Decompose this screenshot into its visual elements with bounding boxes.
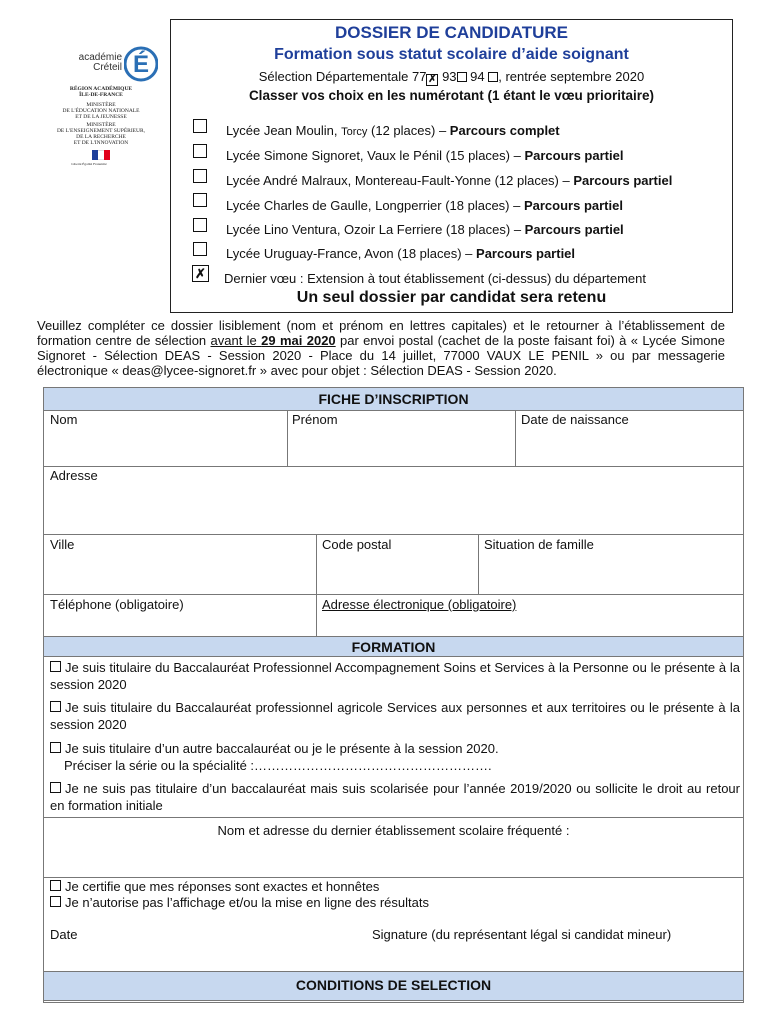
option-3-text: Lycée André Malraux, Montereau-Fault-Yonne (12 places) – (226, 173, 574, 188)
dernier-etablissement-label: Nom et adresse du dernier établissement scolaire fréquenté : (217, 823, 570, 838)
svg-text:É: É (132, 51, 150, 78)
autorise-line (50, 894, 740, 911)
checkbox-option-2[interactable] (193, 144, 207, 158)
logo-ministere-2d: ET DE L'INNOVATION (73, 140, 129, 146)
checkbox-option-3[interactable] (193, 169, 207, 183)
date-label: Date (50, 927, 78, 942)
paragraph-date: 29 mai 2020 (261, 333, 336, 348)
option-7 (224, 271, 646, 286)
academie-e-icon (124, 40, 158, 82)
option-5 (226, 222, 624, 237)
option-6-parcours: Parcours partiel (476, 246, 576, 261)
logo-academie-line1: académie (78, 52, 122, 63)
logo-region-line2: ÎLE-DE-FRANCE (79, 92, 123, 98)
checkbox-option-7-checked[interactable]: ✗ (192, 265, 209, 282)
certifie-text: Je certifie que mes réponses sont exactes et honnêtes (65, 879, 380, 894)
logo-ministere-2c: DE LA RECHERCHE (76, 134, 126, 140)
formation-item-4-text: Je ne suis pas titulaire d’un baccalauréat mais suis scolarisée pour l’année 2019/2020 ou sollicite le droit au retour en formation initiale (50, 781, 740, 813)
option-4-parcours: Parcours partiel (523, 198, 623, 213)
checkbox-77-checked[interactable]: ✗ (428, 74, 437, 85)
ville-label: Ville (50, 537, 75, 552)
formation-item-1-text: Je suis titulaire du Baccalauréat Professionnel Accompagnement Soins et Services à la Personne ou le présente à la session 2020 (50, 660, 740, 692)
logo-region-line1: RÉGION ACADÉMIQUE (69, 86, 133, 92)
signature-label: Signature (du représentant légal si candidat mineur) (372, 927, 672, 942)
checkbox-93[interactable] (457, 72, 467, 82)
option-5-text: Lycée Lino Ventura, Ozoir La Ferriere (18 places) – (226, 222, 525, 237)
logo-ministere-1b: DE L'ÉDUCATION NATIONALE (62, 108, 140, 114)
instruction-paragraph (37, 318, 725, 378)
formation-item-1 (50, 659, 740, 693)
checkbox-option-6[interactable] (193, 242, 207, 256)
selection-93: 93 (442, 69, 457, 84)
checkbox-formation-4[interactable] (50, 782, 61, 793)
option-1-text: Lycée Jean Moulin, (226, 123, 342, 138)
formation-item-3-text: Je suis titulaire d’un autre baccalauréat ou je le présente à la session 2020. (65, 741, 499, 756)
code-postal-label: Code postal (322, 537, 392, 552)
option-3-parcours: Parcours partiel (573, 173, 673, 188)
formation-item-4 (50, 780, 740, 814)
formation-item-2-text: Je suis titulaire du Baccalauréat professionnel agricole Services aux personnes et aux territoires ou le présente à la session 2020 (50, 700, 740, 732)
selection-prefix: Sélection Départementale 77 (258, 69, 427, 84)
paragraph-part1: Veuillez compléter ce dossier lisiblement (nom et prénom en lettres capitales) et le retourner à l’établissement de formation centre de sélection (37, 318, 725, 348)
certifie-line (50, 878, 740, 895)
telephone-label: Téléphone (obligatoire) (50, 597, 184, 612)
academie-logo (40, 28, 162, 178)
page-title: DOSSIER DE CANDIDATURE (335, 23, 568, 42)
checkbox-certifie[interactable] (50, 880, 61, 891)
option-4 (226, 198, 623, 213)
option-6-text: Lycée Uruguay-France, Avon (18 places) – (226, 246, 477, 261)
selection-94: 94 (470, 69, 485, 84)
option-1-rest: (12 places) – (367, 123, 450, 138)
checkbox-option-1[interactable] (193, 119, 207, 133)
date-naissance-label: Date de naissance (521, 412, 629, 427)
marianne-caption: Liberté Égalité Fraternité (71, 162, 107, 166)
option-3 (226, 173, 672, 188)
option-1 (226, 123, 560, 138)
selection-suffix: , rentrée septembre 2020 (498, 69, 645, 84)
marianne-flag-icon (92, 150, 110, 160)
paragraph-part2: par envoi postal (cachet de la poste faisant foi) à « Lycée Simone Signoret - Sélection DEAS - Session 2020 - Place du 14 juillet, 77000 VAUX LE PENIL » ou par messagerie électronique « deas@lycee-signoret.fr » avec pour objet : Sélection DEAS - Session 2020. (37, 333, 725, 378)
logo-ministere-1a: MINISTÈRE (86, 102, 116, 108)
logo-ministere-2a: MINISTÈRE (86, 122, 116, 128)
checkbox-94[interactable] (488, 72, 498, 82)
fiche-header: FICHE D’INSCRIPTION (43, 387, 744, 411)
option-1-small: Torcy (341, 126, 368, 138)
checkbox-formation-3[interactable] (50, 742, 61, 753)
checkbox-formation-1[interactable] (50, 661, 61, 672)
autorise-text: Je n’autorise pas l’affichage et/ou la mise en ligne des résultats (65, 895, 429, 910)
checkbox-autorise[interactable] (50, 896, 61, 907)
un-seul-dossier: Un seul dossier par candidat sera retenu (296, 289, 607, 306)
conditions-header: CONDITIONS DE SELECTION (43, 971, 744, 1001)
option-2-text: Lycée Simone Signoret, Vaux le Pénil (15 places) – (226, 148, 525, 163)
option-4-text: Lycée Charles de Gaulle, Longperrier (18 places) – (226, 198, 524, 213)
email-label: Adresse électronique (obligatoire) (322, 597, 517, 612)
checkbox-option-4[interactable] (193, 193, 207, 207)
option-6 (226, 246, 575, 261)
option-1-parcours: Parcours complet (449, 123, 560, 138)
checkbox-formation-2[interactable] (50, 701, 61, 712)
nom-label: Nom (50, 412, 78, 427)
option-2-parcours: Parcours partiel (524, 148, 624, 163)
paragraph-underlined: avant le (210, 333, 262, 348)
option-5-parcours: Parcours partiel (524, 222, 624, 237)
formation-header: FORMATION (43, 636, 744, 657)
selection-line (170, 69, 733, 86)
checkbox-option-5[interactable] (193, 218, 207, 232)
formation-item-2 (50, 699, 740, 733)
classer-instruction: Classer vos choix en les numérotant (1 étant le vœu prioritaire) (248, 88, 655, 103)
formation-item-3b: Préciser la série ou la spécialité :………………………………………………. (64, 758, 492, 773)
formation-item-3 (50, 740, 740, 757)
situation-label: Situation de famille (484, 537, 594, 552)
option-2 (226, 148, 623, 163)
page-subtitle: Formation sous statut scolaire d’aide soignant (274, 46, 629, 63)
adresse-label: Adresse (50, 468, 98, 483)
logo-academie-line2: Créteil (93, 62, 122, 73)
logo-ministere-1c: ET DE LA JEUNESSE (75, 114, 127, 120)
prenom-label: Prénom (292, 412, 338, 427)
logo-ministere-2b: DE L'ENSEIGNEMENT SUPÉRIEUR, (56, 128, 146, 134)
option-7-text: Dernier vœu : Extension à tout établissement (ci-dessus) du département (224, 271, 646, 286)
